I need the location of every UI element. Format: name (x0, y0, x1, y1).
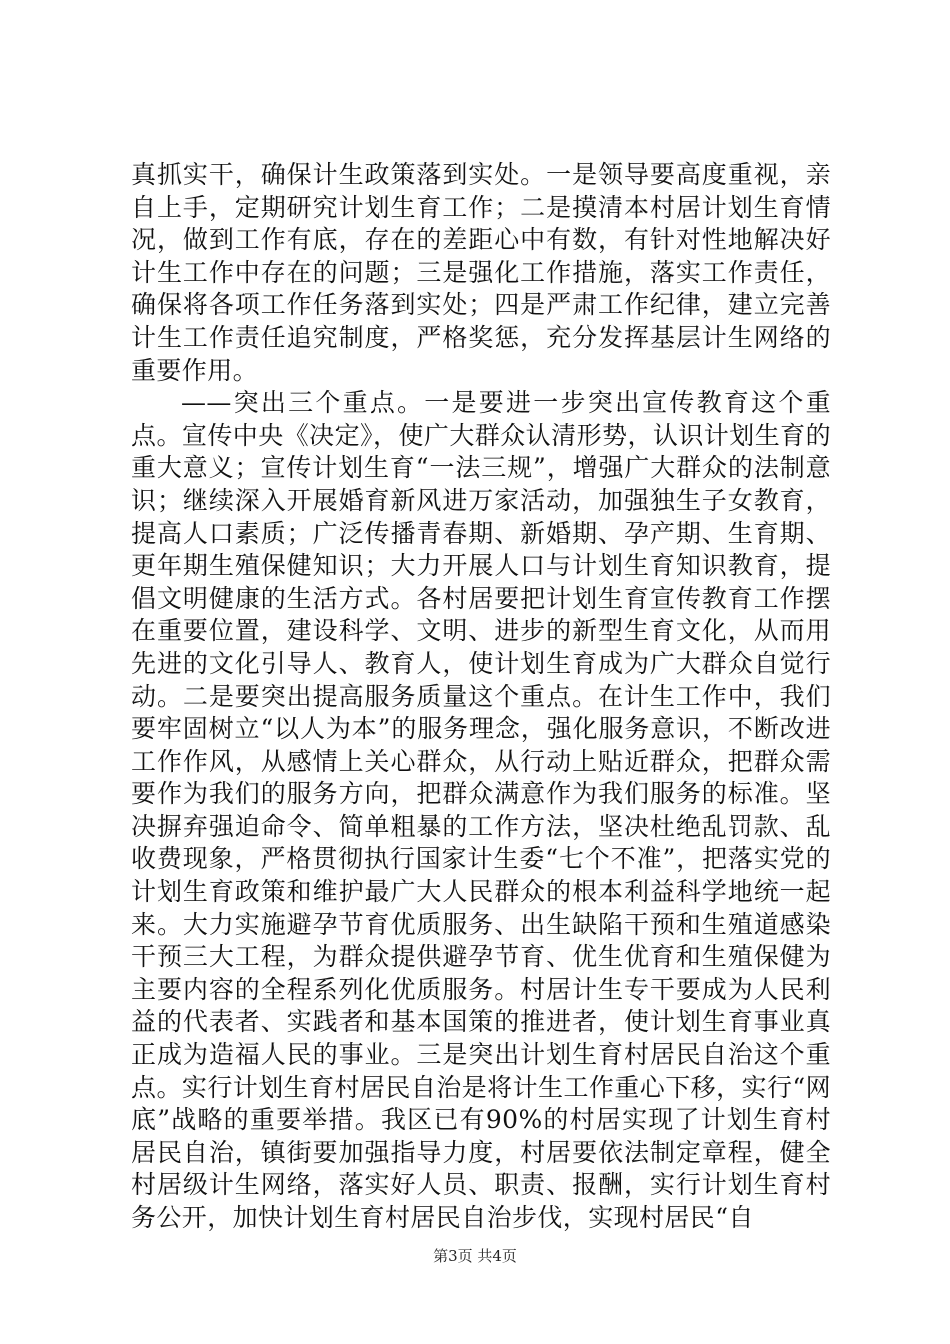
paragraph-2: ——突出三个重点。一是要进一步突出宣传教育这个重点。宣传中央《决定》，使广大群众认清形势，认识计划生育的重大意义；宣传计划生育“一法三规”，增强广大群众的法制意识；继续深入开展婚育新风进万家活动，加强独生子女教育，提高人口素质；广泛传播青春期、新婚期、孕产期、生育期、更年期生殖保健知识；大力开展人口与计划生育知识教育，提倡文明健康的生活方式。各村居要把计划生育宣传教育工作摆在重要位置，建设科学、文明、进步的新型生育文化，从而用先进的文化引导人、教育人，使计划生育成为广大群众自觉行动。二是要突出提高服务质量这个重点。在计生工作中，我们要牢固树立“以人为本”的服务理念，强化服务意识，不断改进工作作风，从感情上关心群众，从行动上贴近群众，把群众需要作为我们的服务方向，把群众满意作为我们服务的标准。坚决摒弃强迫命令、简单粗暴的工作方法，坚决杜绝乱罚款、乱收费现象，严格贯彻执行国家计生委“七个不准”，把落实党的计划生育政策和维护最广大人民群众的根本利益科学地统一起来。大力实施避孕节育优质服务、出生缺陷干预和生殖道感染干预三大工程，为群众提供避孕节育、优生优育和生殖保健为主要内容的全程系列化优质服务。村居计生专干要成为人民利益的代表者、实践者和基本国策的推进者，使计划生育事业真正成为造福人民的事业。三是突出计划生育村居民自治这个重点。实行计划生育村居民自治是将计生工作重心下移，实行“网底”战略的重要举措。我区已有90%的村居实现了计划生育村居民自治，镇街要加强指导力度，村居要依法制定章程，健全村居级计生网络，落实好人员、职责、报酬，实行计划生育村务公开，加快计划生育村居民自治步伐，实现村居民“自 (131, 388, 831, 1232)
page-footer: 第3页 共4页 (433, 1247, 517, 1265)
body-text (131, 159, 831, 1235)
paragraph-1: 真抓实干，确保计生政策落到实处。一是领导要高度重视，亲自上手，定期研究计划生育工作；二是摸清本村居计划生育情况，做到工作有底，存在的差距心中有数，有针对性地解决好计生工作中存在的问题；三是强化工作措施，落实工作责任，确保将各项工作任务落到实处；四是严肃工作纪律，建立完善计生工作责任追究制度，严格奖惩，充分发挥基层计生网络的重要作用。 (131, 160, 831, 385)
